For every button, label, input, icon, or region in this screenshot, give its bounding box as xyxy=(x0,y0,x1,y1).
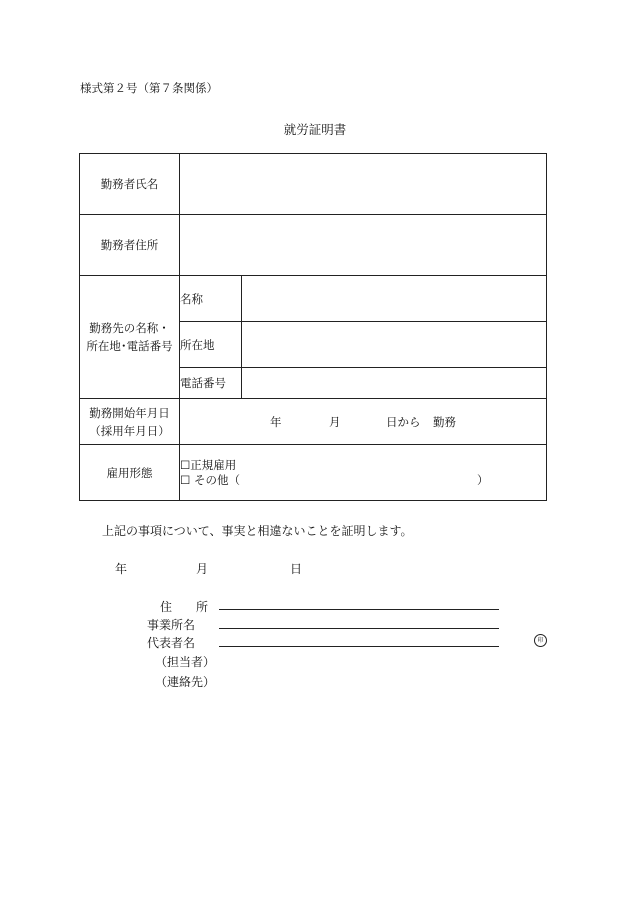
signature-representative-line[interactable] xyxy=(219,646,499,647)
date-day-label: 日 xyxy=(290,562,303,576)
start-date-label-line1: 勤務開始年月日 xyxy=(89,405,170,420)
workplace-name-row xyxy=(80,276,547,322)
contact-info-label: （連絡先） xyxy=(155,675,216,689)
workplace-label-line1: 勤務先の名称・ xyxy=(89,321,170,335)
start-date-label xyxy=(80,399,180,445)
worker-name-field[interactable] xyxy=(180,154,547,215)
employment-type-field xyxy=(180,445,547,501)
worker-address-label: 勤務者住所 xyxy=(80,215,180,276)
contact-person-label: （担当者） xyxy=(155,655,216,669)
signature-address-line[interactable] xyxy=(219,609,499,610)
workplace-name-label: 名称 xyxy=(180,276,242,322)
certification-statement: 上記の事項について、事実と相違ないことを証明します。 xyxy=(102,524,413,538)
seal-mark-icon: 印 xyxy=(534,634,547,647)
signature-company-line[interactable] xyxy=(219,628,499,629)
start-year-label: 年 xyxy=(270,415,282,429)
workplace-label-line2: 所在地･電話番号 xyxy=(86,339,173,353)
workplace-name-field[interactable] xyxy=(242,276,547,322)
other-employment-close: ） xyxy=(477,472,489,487)
other-employment-label: ☐ その他（ xyxy=(180,472,240,487)
employment-type-label: 雇用形態 xyxy=(80,445,180,501)
workplace-label xyxy=(80,276,180,399)
worker-name-label: 勤務者氏名 xyxy=(80,154,180,215)
workplace-address-label: 所在地 xyxy=(180,322,242,368)
workplace-address-field[interactable] xyxy=(242,322,547,368)
document-title: 就労証明書 xyxy=(283,122,347,137)
date-month-label: 月 xyxy=(196,562,209,576)
worker-name-row xyxy=(80,154,547,215)
start-date-label-line2: （採用年月日） xyxy=(89,423,170,438)
workplace-phone-field[interactable] xyxy=(242,368,547,399)
certificate-table xyxy=(79,153,547,501)
worker-address-row xyxy=(80,215,547,276)
other-employment-option[interactable] xyxy=(180,473,546,488)
start-date-row xyxy=(80,399,547,445)
signature-company-label: 事業所名 xyxy=(147,618,196,632)
start-work-label: 勤務 xyxy=(433,415,456,429)
start-date-field[interactable] xyxy=(180,399,547,445)
signature-representative-label: 代表者名 xyxy=(147,636,196,650)
start-day-from-label: 日から xyxy=(386,415,421,429)
employment-type-row xyxy=(80,445,547,501)
workplace-phone-label: 電話番号 xyxy=(180,368,242,399)
signature-address-label: 住 所 xyxy=(160,600,209,614)
start-month-label: 月 xyxy=(329,415,341,429)
date-year-label: 年 xyxy=(115,562,128,576)
form-number-label: 様式第２号（第７条関係） xyxy=(80,81,218,95)
worker-address-field[interactable] xyxy=(180,215,547,276)
regular-employment-option[interactable]: ☐正規雇用 xyxy=(180,457,237,472)
